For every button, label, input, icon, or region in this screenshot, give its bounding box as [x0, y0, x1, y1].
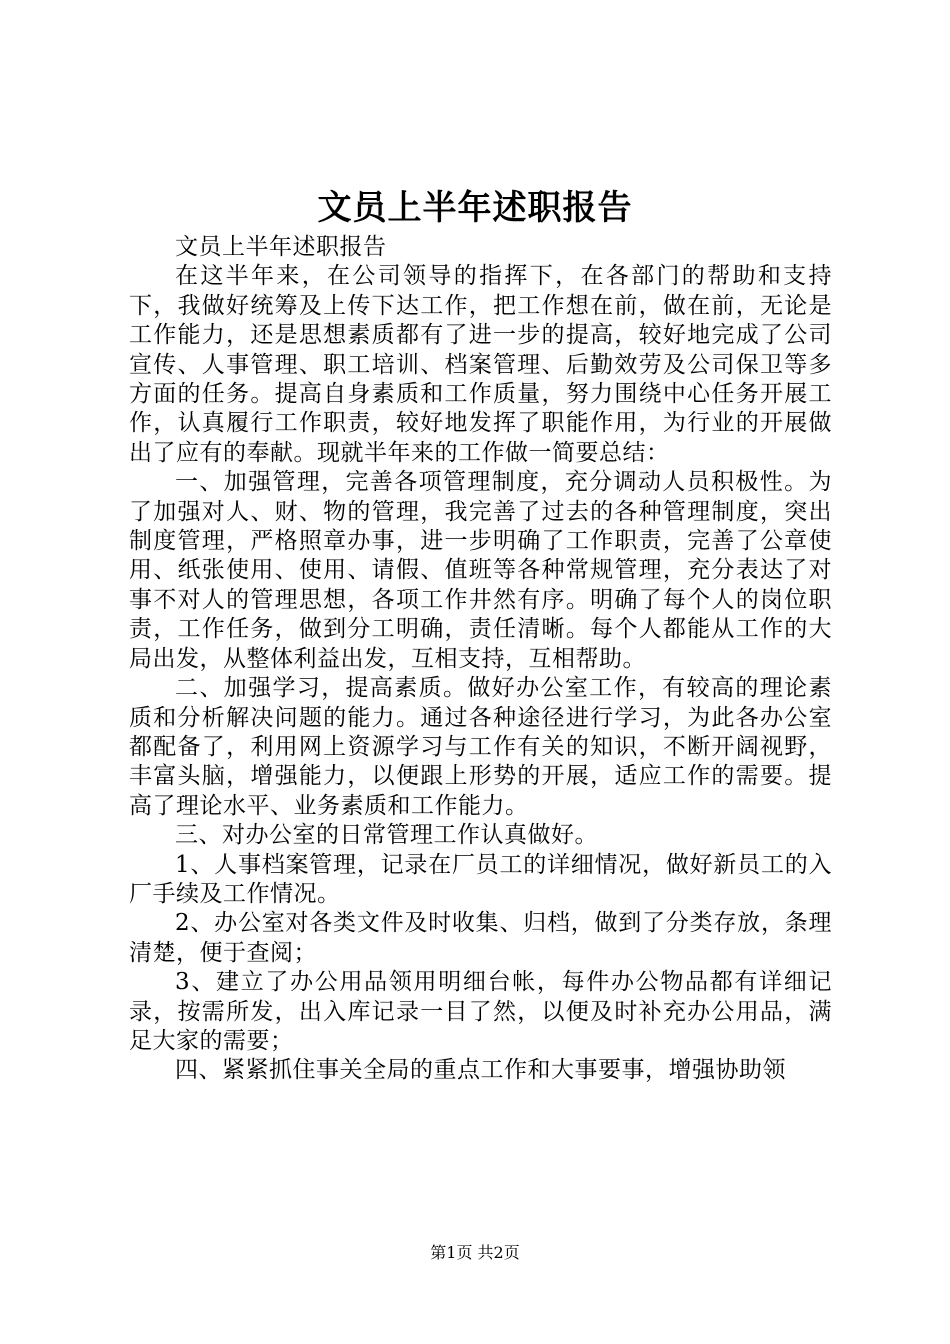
paragraph: 1、人事档案管理，记录在厂员工的详细情况，做好新员工的入厂手续及工作情况。 — [129, 851, 832, 907]
document-title: 文员上半年述职报告 — [317, 188, 633, 228]
document-body — [129, 233, 832, 1086]
page-footer: 第1页 共2页 — [430, 1243, 520, 1262]
paragraph: 三、对办公室的日常管理工作认真做好。 — [175, 822, 598, 849]
paragraph: 2、办公室对各类文件及时收集、归档，做到了分类存放，条理清楚，便于查阅； — [129, 910, 832, 966]
paragraph: 一、加强管理，完善各项管理制度，充分调动人员积极性。为了加强对人、财、物的管理，我完善了过去的各种管理制度，突出制度管理，严格照章办事，进一步明确了工作职责，完善了公章使用、纸张使用、使用、请假、值班等各种常规管理，充分表达了对事不对人的管理思想，各项工作井然有序。明确了每个人的岗位职责，工作任务，做到分工明确，责任清晰。每个人都能从工作的大局出发，从整体利益出发，互相支持，互相帮助。 — [129, 469, 832, 672]
paragraph: 在这半年来，在公司领导的指挥下，在各部门的帮助和支持下，我做好统筹及上传下达工作，把工作想在前，做在前，无论是工作能力，还是思想素质都有了进一步的提高，较好地完成了公司宣传、人事管理、职工培训、档案管理、后勤效劳及公司保卫等多方面的任务。提高自身素质和工作质量，努力围绕中心任务开展工作，认真履行工作职责，较好地发挥了职能作用，为行业的开展做出了应有的奉献。现就半年来的工作做一简要总结： — [129, 263, 832, 466]
paragraph: 文员上半年述职报告 — [175, 234, 387, 260]
paragraph: 3、建立了办公用品领用明细台帐，每件办公物品都有详细记录，按需所发，出入库记录一目了然，以便及时补充办公用品，满足大家的需要； — [129, 969, 832, 1054]
paragraph: 四、紧紧抓住事关全局的重点工作和大事要事，增强协助领 — [175, 1057, 786, 1084]
paragraph: 二、加强学习，提高素质。做好办公室工作，有较高的理论素质和分析解决问题的能力。通过各种途径进行学习，为此各办公室都配备了，利用网上资源学习与工作有关的知识，不断开阔视野，丰富头脑，增强能力，以便跟上形势的开展，适应工作的需要。提高了理论水平、业务素质和工作能力。 — [129, 675, 832, 819]
